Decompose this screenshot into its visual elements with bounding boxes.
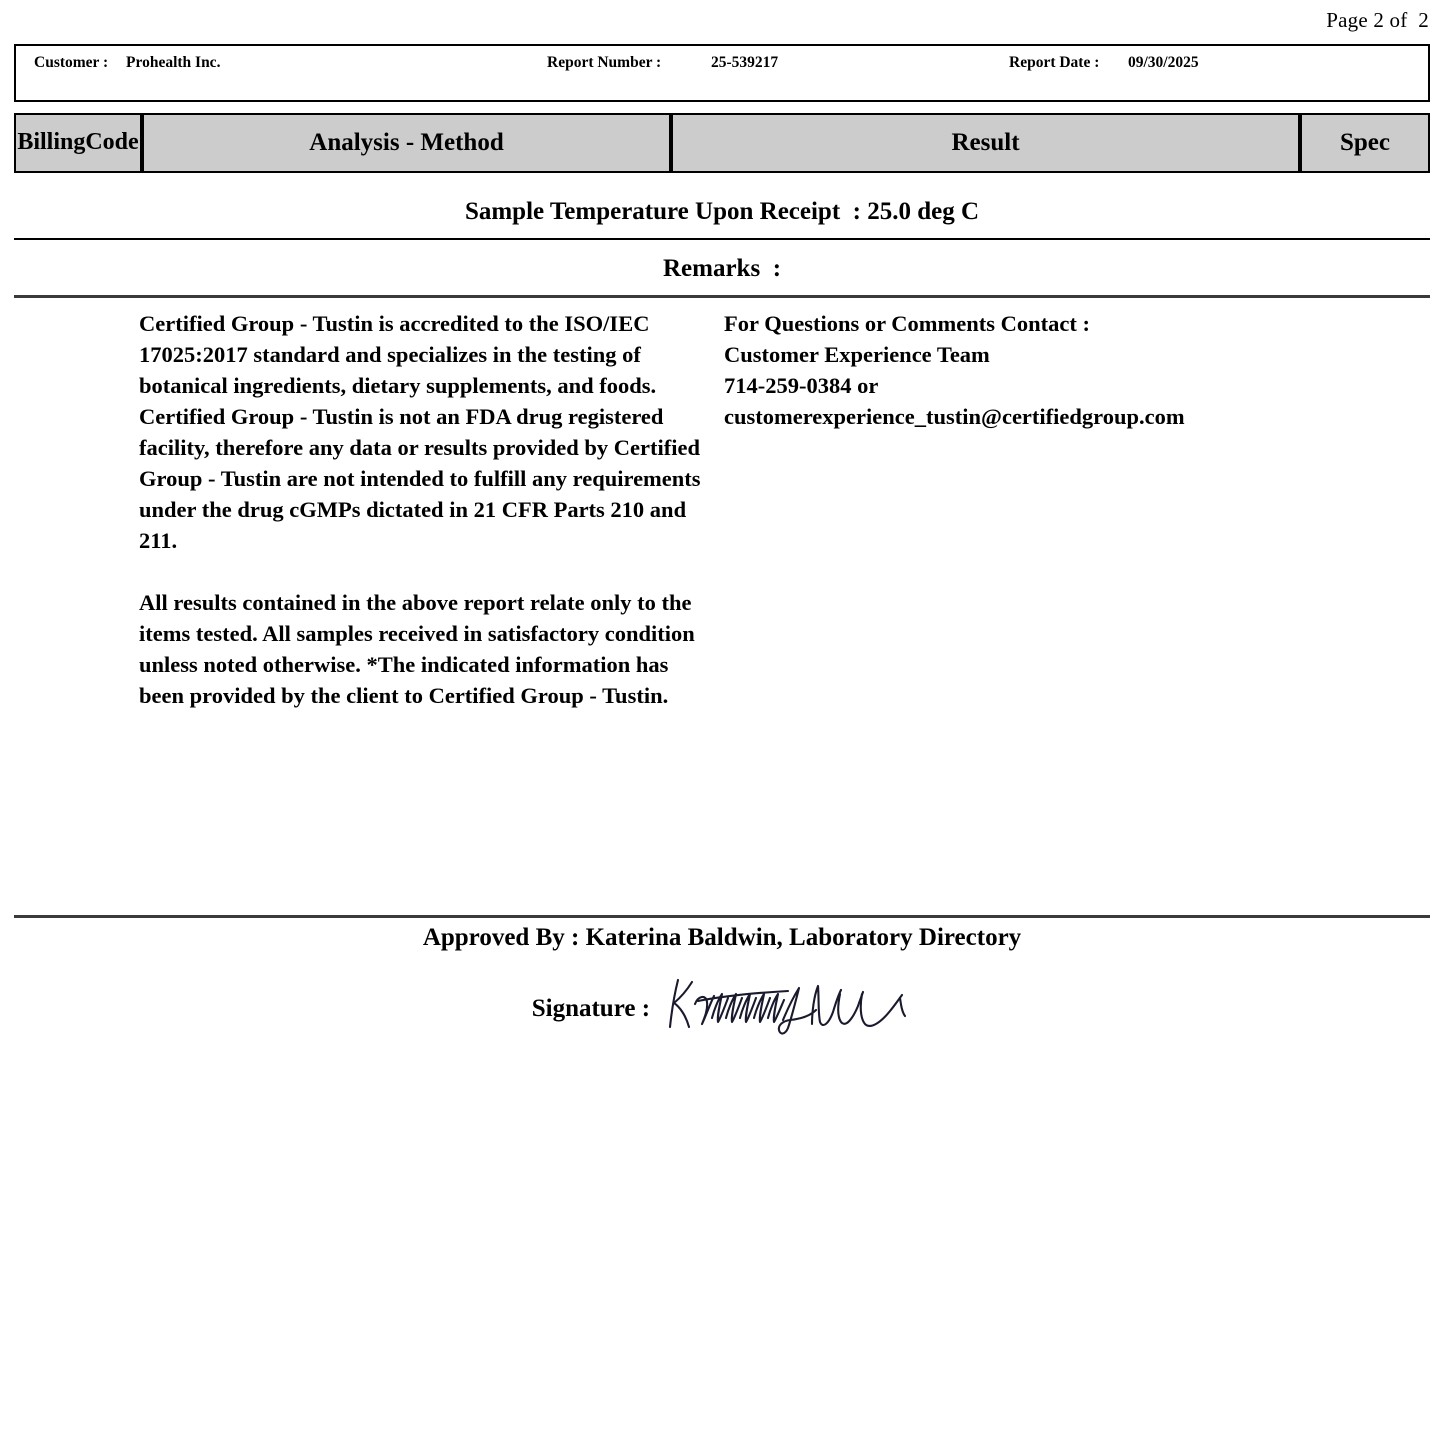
contact-team-name: Customer Experience Team bbox=[724, 342, 990, 367]
column-header-result: Result bbox=[671, 113, 1300, 173]
column-header-analysis-method: Analysis - Method bbox=[142, 113, 671, 173]
remarks-body bbox=[14, 308, 1430, 908]
contact-heading: For Questions or Comments Contact : bbox=[724, 311, 1091, 336]
remarks-paragraph-disclaimer: All results contained in the above report relate only to the items tested. All samples received in satisfactory condition unless noted otherwise. *The indicated information has been provided by the client to Certified Group - Tustin. bbox=[139, 590, 695, 708]
divider-above-approval bbox=[14, 915, 1430, 918]
column-header-billing-code-line1: Billing bbox=[17, 129, 86, 156]
remarks-right-column bbox=[724, 308, 1364, 432]
column-header-spec: Spec bbox=[1300, 113, 1430, 173]
approved-by-line: Approved By : Katerina Baldwin, Laboratory Directory bbox=[422, 924, 1022, 951]
remarks-paragraph-accreditation: Certified Group - Tustin is accredited to the ISO/IEC 17025:2017 standard and specializes in the testing of botanical ingredients, dietary supplements, and foods. Certified Group - Tustin is not an FDA drug registered facility, therefore any data or results provided by Certified Group - Tustin are not intended to fulfill any requirements under the drug cGMPs dictated in 21 CFR Parts 210 and 211. bbox=[139, 311, 701, 553]
report-header-box bbox=[14, 44, 1430, 102]
column-header-billing-code bbox=[14, 113, 142, 173]
signature-label: Signature : bbox=[531, 995, 651, 1022]
sample-temperature-line: Sample Temperature Upon Receipt : 25.0 deg C bbox=[464, 198, 980, 225]
divider-below-remarks-title bbox=[14, 295, 1430, 298]
remarks-title: Remarks : bbox=[662, 255, 782, 282]
report-date-value: 09/30/2025 bbox=[1128, 54, 1199, 71]
customer-value: Prohealth Inc. bbox=[126, 54, 221, 71]
contact-email: customerexperience_tustin@certifiedgroup.com bbox=[724, 404, 1185, 429]
remarks-left-column bbox=[139, 308, 719, 711]
report-number-value: 25-539217 bbox=[711, 54, 779, 71]
customer-label: Customer : bbox=[34, 54, 109, 71]
report-number-label: Report Number : bbox=[547, 54, 662, 71]
divider-below-temperature bbox=[14, 238, 1430, 240]
column-header-billing-code-line2: Code bbox=[85, 129, 139, 156]
page-number: Page 2 of 2 bbox=[1326, 8, 1429, 32]
results-table-header bbox=[14, 113, 1430, 173]
signature-row bbox=[14, 978, 1430, 1040]
signature-mark-icon bbox=[662, 974, 912, 1036]
report-date-label: Report Date : bbox=[1009, 54, 1100, 71]
contact-phone: 714-259-0384 or bbox=[724, 373, 879, 398]
